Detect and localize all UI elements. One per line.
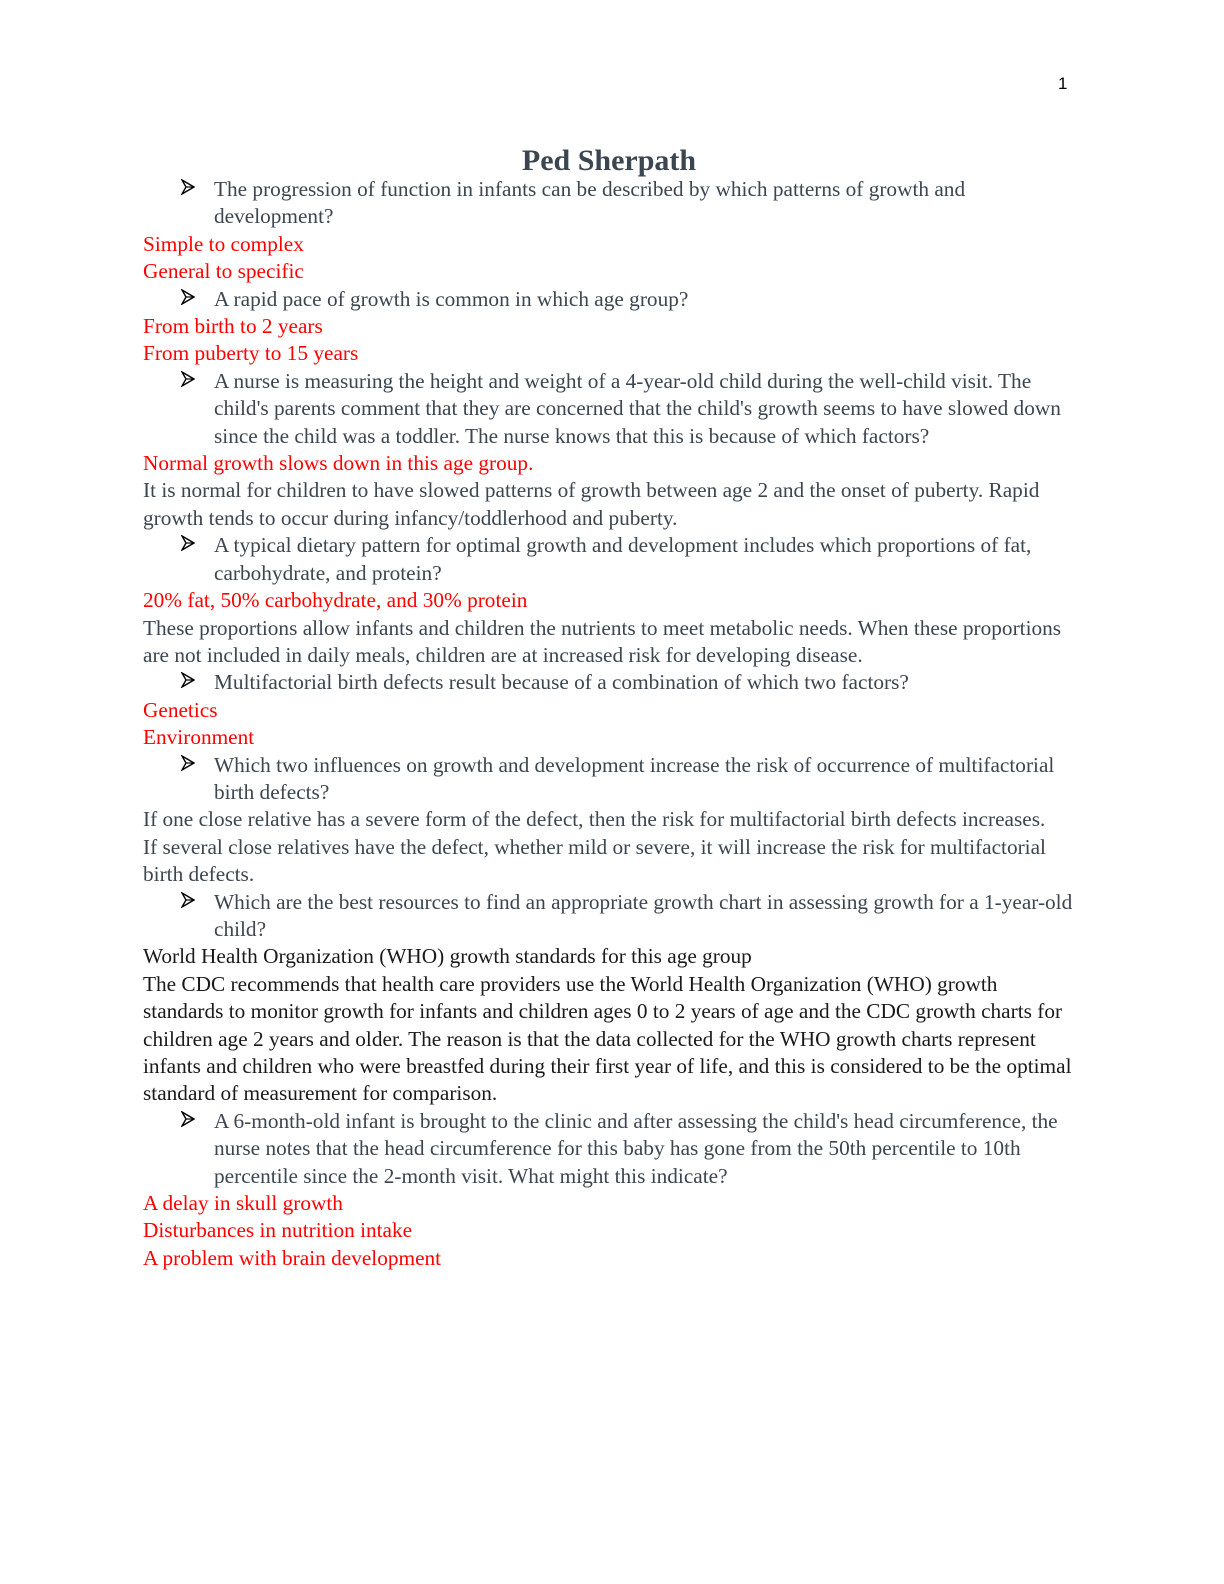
answer-text: Environment	[143, 725, 255, 750]
body-text: The CDC recommends that health care providers use the World Health Organization (WHO) growth standards to monitor growth for infants and children ages 0 to 2 years of age and the CDC growth charts for children age 2 years and older. The reason is that the data collected for the WHO growth charts represent infants and children who were breastfed during their first year of life, and this is considered to be the optimal standard of measurement for comparison.	[143, 971, 1072, 1106]
arrowhead-bullet-icon	[181, 1111, 195, 1127]
explanation-text: It is normal for children to have slowed patterns of growth between age 2 and the onset of puberty. Rapid growth tends to occur during infancy/toddlerhood and puberty.	[143, 478, 1040, 530]
answer-text: Simple to complex	[143, 231, 304, 256]
answer-text: Normal growth slows down in this age group.	[143, 451, 534, 476]
question-text: Which are the best resources to find an appropriate growth chart in assessing growth for a 1-year-old child?	[214, 889, 1073, 941]
question-item	[143, 532, 1075, 587]
document-title: Ped Sherpath	[521, 144, 697, 177]
question-item	[143, 286, 1075, 313]
arrowhead-bullet-icon	[181, 755, 195, 771]
question-text: Multifactorial birth defects result because of a combination of which two factors?	[214, 670, 909, 695]
answer-text: Genetics	[143, 697, 218, 722]
question-text: A rapid pace of growth is common in which age group?	[214, 286, 689, 311]
question-text: A nurse is measuring the height and weight of a 4-year-old child during the well-child visit. The child's parents comment that they are concerned that the child's growth seems to have slowed down since the child was a toddler. The nurse knows that this is because of which factors?	[214, 368, 1061, 448]
answer-text: From puberty to 15 years	[143, 341, 359, 366]
arrowhead-bullet-icon	[181, 535, 195, 551]
question-item	[143, 1108, 1075, 1190]
answer-text: Disturbances in nutrition intake	[143, 1218, 413, 1243]
explanation-text: If several close relatives have the defect, whether mild or severe, it will increase the risk for multifactorial birth defects.	[143, 834, 1046, 887]
arrowhead-bullet-icon	[181, 179, 195, 195]
page-number: 1	[1058, 74, 1068, 93]
question-text: A 6-month-old infant is brought to the clinic and after assessing the child's head circumference, the nurse notes that the head circumference for this baby has gone from the 50th percentile to 10th percentile since the 2-month visit. What might this indicate?	[214, 1108, 1058, 1188]
question-item	[143, 752, 1075, 807]
document-body	[143, 142, 1075, 1272]
document-blocks	[143, 176, 1075, 1272]
answer-text: From birth to 2 years	[143, 314, 323, 339]
answer-text: A delay in skull growth	[143, 1191, 343, 1216]
arrowhead-bullet-icon	[181, 289, 195, 305]
answer-text: General to specific	[143, 259, 304, 284]
arrowhead-bullet-icon	[181, 371, 195, 387]
question-text: A typical dietary pattern for optimal growth and development includes which proportions of fat, carbohydrate, and protein?	[214, 533, 1032, 585]
question-item	[143, 176, 1075, 231]
explanation-text: These proportions allow infants and children the nutrients to meet metabolic needs. When these proportions are not included in daily meals, children are at increased risk for developing disease.	[143, 615, 1062, 667]
arrowhead-bullet-icon	[181, 892, 195, 908]
question-text: The progression of function in infants can be described by which patterns of growth and development?	[214, 177, 966, 229]
answer-text: A problem with brain development	[143, 1245, 442, 1270]
question-item	[143, 669, 1075, 696]
answer-text: 20% fat, 50% carbohydrate, and 30% protein	[143, 588, 528, 613]
question-text: Which two influences on growth and development increase the risk of occurrence of multifactorial birth defects?	[214, 752, 1055, 804]
question-item	[143, 368, 1075, 450]
question-item	[143, 889, 1075, 944]
body-text: World Health Organization (WHO) growth standards for this age group	[143, 944, 752, 969]
explanation-text: If one close relative has a severe form of the defect, then the risk for multifactorial birth defects increases.	[143, 807, 1046, 832]
arrowhead-bullet-icon	[181, 672, 195, 688]
